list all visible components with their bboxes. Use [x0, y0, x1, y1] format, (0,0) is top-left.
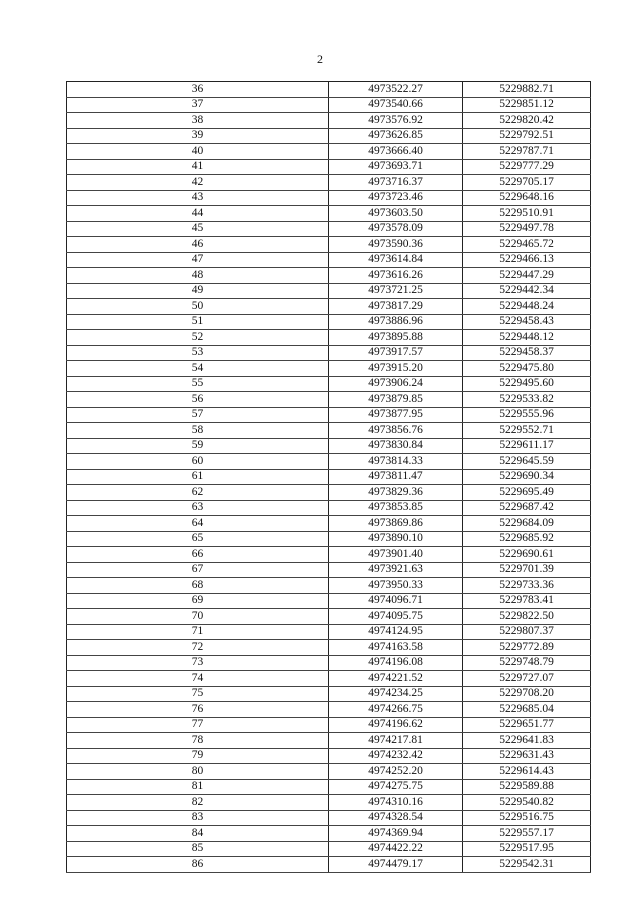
table-row: [67, 128, 591, 144]
x-coordinate-cell: 4973540.66: [329, 97, 463, 113]
point-number-cell: 65: [67, 531, 329, 547]
point-number-cell: 43: [67, 190, 329, 206]
point-number-cell: 48: [67, 268, 329, 284]
x-coordinate-cell: 4973917.57: [329, 345, 463, 361]
point-number-cell: 61: [67, 469, 329, 485]
point-number-cell: 71: [67, 624, 329, 640]
table-row: [67, 702, 591, 718]
point-number-cell: 58: [67, 423, 329, 439]
table-row: [67, 376, 591, 392]
table-row: [67, 252, 591, 268]
point-number-cell: 80: [67, 764, 329, 780]
y-coordinate-cell: 5229557.17: [463, 826, 591, 842]
point-number-cell: 41: [67, 159, 329, 175]
point-number-cell: 68: [67, 578, 329, 594]
x-coordinate-cell: 4974369.94: [329, 826, 463, 842]
y-coordinate-cell: 5229777.29: [463, 159, 591, 175]
x-coordinate-cell: 4973915.20: [329, 361, 463, 377]
table-row: [67, 283, 591, 299]
x-coordinate-cell: 4973603.50: [329, 206, 463, 222]
point-number-cell: 52: [67, 330, 329, 346]
point-number-cell: 55: [67, 376, 329, 392]
x-coordinate-cell: 4974252.20: [329, 764, 463, 780]
table-row: [67, 454, 591, 470]
y-coordinate-cell: 5229542.31: [463, 857, 591, 873]
point-number-cell: 74: [67, 671, 329, 687]
y-coordinate-cell: 5229466.13: [463, 252, 591, 268]
table-row: [67, 764, 591, 780]
x-coordinate-cell: 4973856.76: [329, 423, 463, 439]
x-coordinate-cell: 4974196.62: [329, 717, 463, 733]
x-coordinate-cell: 4973666.40: [329, 144, 463, 160]
table-row: [67, 175, 591, 191]
table-row: [67, 547, 591, 563]
x-coordinate-cell: 4974217.81: [329, 733, 463, 749]
x-coordinate-cell: 4973886.96: [329, 314, 463, 330]
point-number-cell: 50: [67, 299, 329, 315]
table-row: [67, 562, 591, 578]
x-coordinate-cell: 4974479.17: [329, 857, 463, 873]
x-coordinate-cell: 4973614.84: [329, 252, 463, 268]
x-coordinate-cell: 4974232.42: [329, 748, 463, 764]
table-row: [67, 221, 591, 237]
y-coordinate-cell: 5229442.34: [463, 283, 591, 299]
y-coordinate-cell: 5229458.37: [463, 345, 591, 361]
y-coordinate-cell: 5229497.78: [463, 221, 591, 237]
table-row: [67, 826, 591, 842]
x-coordinate-cell: 4973723.46: [329, 190, 463, 206]
y-coordinate-cell: 5229882.71: [463, 82, 591, 98]
x-coordinate-cell: 4973879.85: [329, 392, 463, 408]
y-coordinate-cell: 5229783.41: [463, 593, 591, 609]
point-number-cell: 84: [67, 826, 329, 842]
x-coordinate-cell: 4973829.36: [329, 485, 463, 501]
x-coordinate-cell: 4973576.92: [329, 113, 463, 129]
point-number-cell: 46: [67, 237, 329, 253]
point-number-cell: 66: [67, 547, 329, 563]
table-row: [67, 345, 591, 361]
point-number-cell: 64: [67, 516, 329, 532]
point-number-cell: 70: [67, 609, 329, 625]
point-number-cell: 47: [67, 252, 329, 268]
page-number: 2: [317, 52, 323, 66]
y-coordinate-cell: 5229684.09: [463, 516, 591, 532]
point-number-cell: 79: [67, 748, 329, 764]
coordinates-table: [66, 81, 591, 873]
table-row: [67, 655, 591, 671]
y-coordinate-cell: 5229822.50: [463, 609, 591, 625]
x-coordinate-cell: 4973616.26: [329, 268, 463, 284]
y-coordinate-cell: 5229727.07: [463, 671, 591, 687]
point-number-cell: 44: [67, 206, 329, 222]
table-row: [67, 593, 591, 609]
point-number-cell: 38: [67, 113, 329, 129]
table-row: [67, 516, 591, 532]
y-coordinate-cell: 5229807.37: [463, 624, 591, 640]
y-coordinate-cell: 5229611.17: [463, 438, 591, 454]
table-row: [67, 671, 591, 687]
x-coordinate-cell: 4974221.52: [329, 671, 463, 687]
point-number-cell: 86: [67, 857, 329, 873]
point-number-cell: 56: [67, 392, 329, 408]
table-row: [67, 857, 591, 873]
point-number-cell: 40: [67, 144, 329, 160]
point-number-cell: 53: [67, 345, 329, 361]
x-coordinate-cell: 4974266.75: [329, 702, 463, 718]
y-coordinate-cell: 5229772.89: [463, 640, 591, 656]
x-coordinate-cell: 4973716.37: [329, 175, 463, 191]
y-coordinate-cell: 5229552.71: [463, 423, 591, 439]
y-coordinate-cell: 5229690.61: [463, 547, 591, 563]
point-number-cell: 49: [67, 283, 329, 299]
x-coordinate-cell: 4974275.75: [329, 779, 463, 795]
table-row: [67, 438, 591, 454]
table-row: [67, 299, 591, 315]
y-coordinate-cell: 5229614.43: [463, 764, 591, 780]
y-coordinate-cell: 5229448.24: [463, 299, 591, 315]
x-coordinate-cell: 4973721.25: [329, 283, 463, 299]
table-row: [67, 531, 591, 547]
y-coordinate-cell: 5229465.72: [463, 237, 591, 253]
x-coordinate-cell: 4973921.63: [329, 562, 463, 578]
table-row: [67, 469, 591, 485]
point-number-cell: 59: [67, 438, 329, 454]
x-coordinate-cell: 4973578.09: [329, 221, 463, 237]
point-number-cell: 81: [67, 779, 329, 795]
table-row: [67, 810, 591, 826]
point-number-cell: 72: [67, 640, 329, 656]
x-coordinate-cell: 4973811.47: [329, 469, 463, 485]
x-coordinate-cell: 4974124.95: [329, 624, 463, 640]
point-number-cell: 60: [67, 454, 329, 470]
y-coordinate-cell: 5229631.43: [463, 748, 591, 764]
point-number-cell: 83: [67, 810, 329, 826]
x-coordinate-cell: 4973693.71: [329, 159, 463, 175]
table-row: [67, 361, 591, 377]
x-coordinate-cell: 4973814.33: [329, 454, 463, 470]
point-number-cell: 57: [67, 407, 329, 423]
x-coordinate-cell: 4973901.40: [329, 547, 463, 563]
table-row: [67, 82, 591, 98]
point-number-cell: 54: [67, 361, 329, 377]
y-coordinate-cell: 5229687.42: [463, 500, 591, 516]
point-number-cell: 82: [67, 795, 329, 811]
y-coordinate-cell: 5229645.59: [463, 454, 591, 470]
x-coordinate-cell: 4974163.58: [329, 640, 463, 656]
point-number-cell: 51: [67, 314, 329, 330]
table-row: [67, 330, 591, 346]
y-coordinate-cell: 5229516.75: [463, 810, 591, 826]
point-number-cell: 45: [67, 221, 329, 237]
x-coordinate-cell: 4973906.24: [329, 376, 463, 392]
y-coordinate-cell: 5229733.36: [463, 578, 591, 594]
table-row: [67, 578, 591, 594]
y-coordinate-cell: 5229748.79: [463, 655, 591, 671]
x-coordinate-cell: 4974328.54: [329, 810, 463, 826]
point-number-cell: 76: [67, 702, 329, 718]
y-coordinate-cell: 5229690.34: [463, 469, 591, 485]
x-coordinate-cell: 4974196.08: [329, 655, 463, 671]
y-coordinate-cell: 5229685.04: [463, 702, 591, 718]
table-row: [67, 237, 591, 253]
x-coordinate-cell: 4973890.10: [329, 531, 463, 547]
table-row: [67, 268, 591, 284]
x-coordinate-cell: 4973522.27: [329, 82, 463, 98]
table-row: [67, 624, 591, 640]
y-coordinate-cell: 5229820.42: [463, 113, 591, 129]
y-coordinate-cell: 5229495.60: [463, 376, 591, 392]
y-coordinate-cell: 5229510.91: [463, 206, 591, 222]
x-coordinate-cell: 4973895.88: [329, 330, 463, 346]
table-row: [67, 144, 591, 160]
table-row: [67, 779, 591, 795]
x-coordinate-cell: 4973950.33: [329, 578, 463, 594]
y-coordinate-cell: 5229648.16: [463, 190, 591, 206]
y-coordinate-cell: 5229447.29: [463, 268, 591, 284]
point-number-cell: 75: [67, 686, 329, 702]
y-coordinate-cell: 5229533.82: [463, 392, 591, 408]
table-row: [67, 159, 591, 175]
table-row: [67, 190, 591, 206]
y-coordinate-cell: 5229651.77: [463, 717, 591, 733]
y-coordinate-cell: 5229705.17: [463, 175, 591, 191]
x-coordinate-cell: 4973817.29: [329, 299, 463, 315]
table-row: [67, 640, 591, 656]
x-coordinate-cell: 4974422.22: [329, 841, 463, 857]
y-coordinate-cell: 5229708.20: [463, 686, 591, 702]
x-coordinate-cell: 4973869.86: [329, 516, 463, 532]
table-row: [67, 795, 591, 811]
y-coordinate-cell: 5229589.88: [463, 779, 591, 795]
y-coordinate-cell: 5229555.96: [463, 407, 591, 423]
x-coordinate-cell: 4974234.25: [329, 686, 463, 702]
point-number-cell: 42: [67, 175, 329, 191]
x-coordinate-cell: 4973590.36: [329, 237, 463, 253]
y-coordinate-cell: 5229448.12: [463, 330, 591, 346]
x-coordinate-cell: 4973626.85: [329, 128, 463, 144]
y-coordinate-cell: 5229641.83: [463, 733, 591, 749]
y-coordinate-cell: 5229517.95: [463, 841, 591, 857]
table-row: [67, 733, 591, 749]
table-row: [67, 500, 591, 516]
table-row: [67, 206, 591, 222]
y-coordinate-cell: 5229475.80: [463, 361, 591, 377]
point-number-cell: 78: [67, 733, 329, 749]
table-row: [67, 748, 591, 764]
table-row: [67, 113, 591, 129]
x-coordinate-cell: 4973853.85: [329, 500, 463, 516]
table-row: [67, 423, 591, 439]
table-row: [67, 392, 591, 408]
y-coordinate-cell: 5229787.71: [463, 144, 591, 160]
point-number-cell: 69: [67, 593, 329, 609]
y-coordinate-cell: 5229458.43: [463, 314, 591, 330]
point-number-cell: 39: [67, 128, 329, 144]
table-row: [67, 609, 591, 625]
point-number-cell: 37: [67, 97, 329, 113]
point-number-cell: 67: [67, 562, 329, 578]
y-coordinate-cell: 5229701.39: [463, 562, 591, 578]
x-coordinate-cell: 4974095.75: [329, 609, 463, 625]
table-row: [67, 841, 591, 857]
x-coordinate-cell: 4974310.16: [329, 795, 463, 811]
point-number-cell: 77: [67, 717, 329, 733]
point-number-cell: 62: [67, 485, 329, 501]
point-number-cell: 85: [67, 841, 329, 857]
table-row: [67, 97, 591, 113]
table-row: [67, 485, 591, 501]
point-number-cell: 73: [67, 655, 329, 671]
y-coordinate-cell: 5229792.51: [463, 128, 591, 144]
x-coordinate-cell: 4974096.71: [329, 593, 463, 609]
table-row: [67, 686, 591, 702]
y-coordinate-cell: 5229695.49: [463, 485, 591, 501]
x-coordinate-cell: 4973830.84: [329, 438, 463, 454]
point-number-cell: 63: [67, 500, 329, 516]
point-number-cell: 36: [67, 82, 329, 98]
y-coordinate-cell: 5229851.12: [463, 97, 591, 113]
table-row: [67, 717, 591, 733]
y-coordinate-cell: 5229540.82: [463, 795, 591, 811]
table-row: [67, 314, 591, 330]
coordinates-table-body: [67, 82, 591, 873]
x-coordinate-cell: 4973877.95: [329, 407, 463, 423]
y-coordinate-cell: 5229685.92: [463, 531, 591, 547]
table-row: [67, 407, 591, 423]
